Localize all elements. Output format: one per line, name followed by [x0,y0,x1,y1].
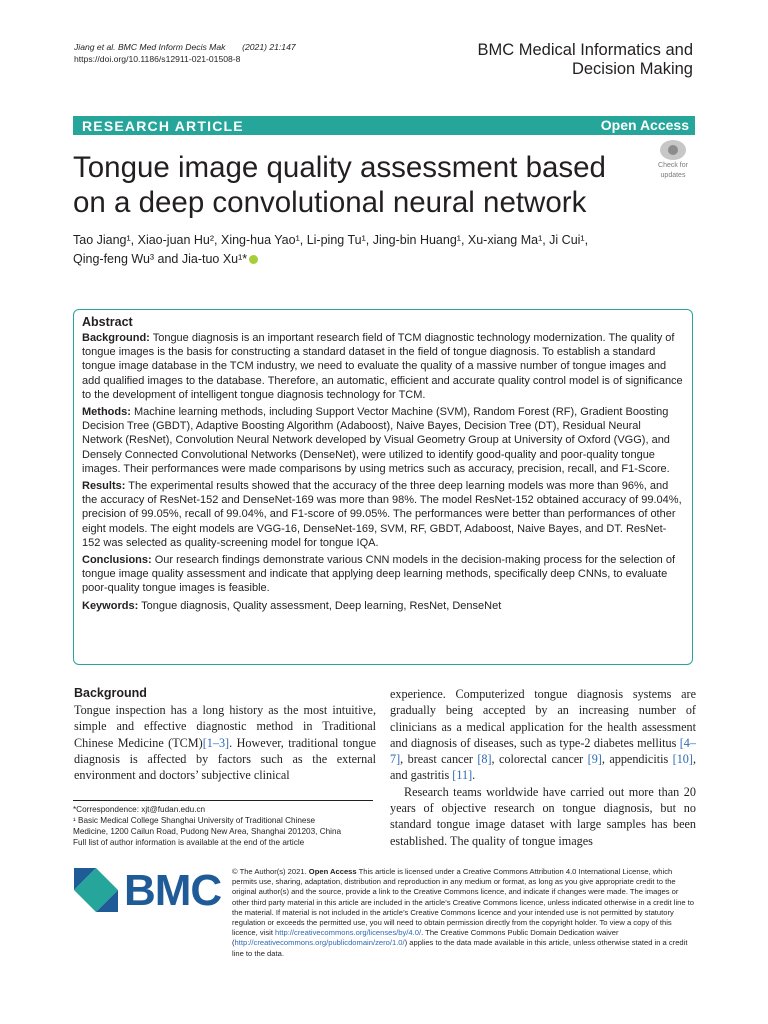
abstract-background: Background: Tongue diagnosis is an important research field of TCM diagnostic technology modernization. The quality of tongue images is the basis for constructing a standard dataset in the field of tongue diagnosis. To establish a standard tongue image database in the TCM industry, we need to evaluate the quality of a massive number of tongue images and add qualified images to the database. Therefore, an automatic, efficient and accurate quality control model is of significance to the development of intelligent tongue diagnosis technology for TCM. [82,332,683,401]
abstract-methods: Methods: Machine learning methods, including Support Vector Machine (SVM), Random Forest (RF), Gradient Boosting Decision Tree (GBDT), Adaptive Boosting Algorithm (Adaboost), Naive Bayes, Decision Tree (DT), Residual Neural Network (ResNet), Convolution Neural Network developed by Visual Geometry Group at University of Oxford (VGG), and Densely Connected Convolutional Networks (DenseNet), were utilized to identify good-quality and poor-quality tongue images. Their performances were made comparisons by using metrics such as accuracy, precision, recall, and F1-Score. [82,406,670,475]
bmc-logo-icon [74,868,118,912]
license-statement: © The Author(s) 2021. Open Access This article is licensed under a Creative Commons Attribution 4.0 International License, which permits use, sharing, adaptation, distribution and reproduction in any medium or format, as long as you give appropriate credit to the original author(s) and the source, provide a link to the Creative Commons licence, and indicate if changes were made. The images or other third party material in this article are included in the article’s Creative Commons licence, unless indicated otherwise in a credit line to the material. If material is not included in the article’s Creative Commons licence and your intended use is not permitted by statutory regulation or exceeds the permitted use, you will need to obtain permission directly from the copyright holder. To view a copy of this licence, visit http://creativecommons.org/licenses/by/4.0/. The Creative Commons Public Domain Dedication waiver (http://creativecommons.org/publicdomain/zero/1.0/) applies to the data made available in this article, unless otherwise stated in a credit line to the data. [232,867,695,958]
citation-doi[interactable]: https://doi.org/10.1186/s12911-021-01508-8 [74,54,241,64]
check-for-updates-badge[interactable]: Check for updates [650,140,696,180]
section-heading-background: Background [74,686,147,700]
reference-link[interactable]: [1–3] [202,735,230,750]
reference-link[interactable]: [11] [452,768,473,783]
citation-block [74,41,296,65]
abstract-keywords: Keywords: Tongue diagnosis, Quality assessment, Deep learning, ResNet, DenseNet [82,599,502,612]
body-paragraph: experience. Computerized tongue diagnosis systems are gradually being accepted by an increasing number of clinicians as a medical application for the health assessment and diagnosis of diseases, such as type-2 diabetes mellitus [4–7], breast cancer [8], colorectal cancer [9], appendicitis [10], and gastritis [11]. [390,687,696,783]
reference-link[interactable]: [8] [477,752,492,767]
body-paragraph: Research teams worldwide have carried out more than 20 years of objective research on tongue diagnosis, but no standard tongue image dataset with large samples has been established. The quality of tongue images [390,784,696,848]
bmc-logo [74,866,222,915]
open-access-label: Open Access [600,117,689,133]
body-paragraph: Tongue inspection has a long history as the most intuitive, simple and effective diagnostic method in Traditional Chinese Medicine (TCM)[1–3]. However, traditional tongue diagnosis is affected by factors such as the external environment and doctors’ subjective clinical [74,703,376,783]
article-type-label: RESEARCH ARTICLE [82,118,244,134]
abstract-conclusions: Conclusions: Our research findings demonstrate various CNN models in the decision-making process for the selection of tongue image quality assessment and indicate that applying deep learning methods, specifically deep CNNs, to evaluate poor-quality tongue images is feasible. [82,554,676,595]
abstract-heading: Abstract [82,315,133,329]
body-column-left [74,686,376,783]
reference-link[interactable]: [10] [672,752,693,767]
license-link[interactable]: http://creativecommons.org/licenses/by/4.0/ [275,928,422,938]
journal-name: BMC Medical Informatics and Decision Making [477,41,693,78]
orcid-icon[interactable] [249,255,258,264]
public-domain-link[interactable]: http://creativecommons.org/publicdomain/zero/1.0/ [234,938,405,948]
citation-authors: Jiang et al. BMC Med Inform Decis Mak [74,42,226,52]
check-updates-icon [660,140,686,160]
reference-link[interactable]: [4–7] [390,735,696,767]
article-title: Tongue image quality assessment based on a deep convolutional neural network [73,151,606,219]
reference-link[interactable]: [9] [587,752,602,767]
correspondence-email: *Correspondence: xjt@fudan.edu.cn [73,805,206,814]
bmc-logo-text: BMC [124,866,222,915]
abstract-results: Results: The experimental results showed that the accuracy of the three deep learning models was more than 96%, and the accuracy of ResNet-152 and DenseNet-169 was more than 98%. The model ResNet-152 obtained accuracy of 99.04%, precision of 99.05%, recall of 99.04%, and F1-score of 99.05%. The performances were better than performances of other eight models. The eight models are VGG-16, DenseNet-169, SVM, RF, GBDT, Adaboost, Naive Bayes, and DT. ResNet-152 was selected as quality-screening model for tongue IQA. [82,480,682,549]
abstract-box [73,309,693,665]
citation-year-volume: (2021) 21:147 [242,42,296,52]
article-type-banner [73,116,695,135]
author-list: Tao Jiang¹, Xiao-juan Hu², Xing-hua Yao¹, Li-ping Tu¹, Jing-bin Huang¹, Xu-xiang Ma¹, Ji Cui¹, Qing-feng Wu³ and Jia-tuo Xu¹* [73,233,589,266]
correspondence-footnote: *Correspondence: xjt@fudan.edu.cn ¹ Basic Medical College Shanghai University of Traditional Chinese Medicine, 1200 Cailun Road, Pudong New Area, Shanghai 201203, China Full list of author information is available at the end of the article [73,800,373,848]
body-column-right [390,686,696,849]
